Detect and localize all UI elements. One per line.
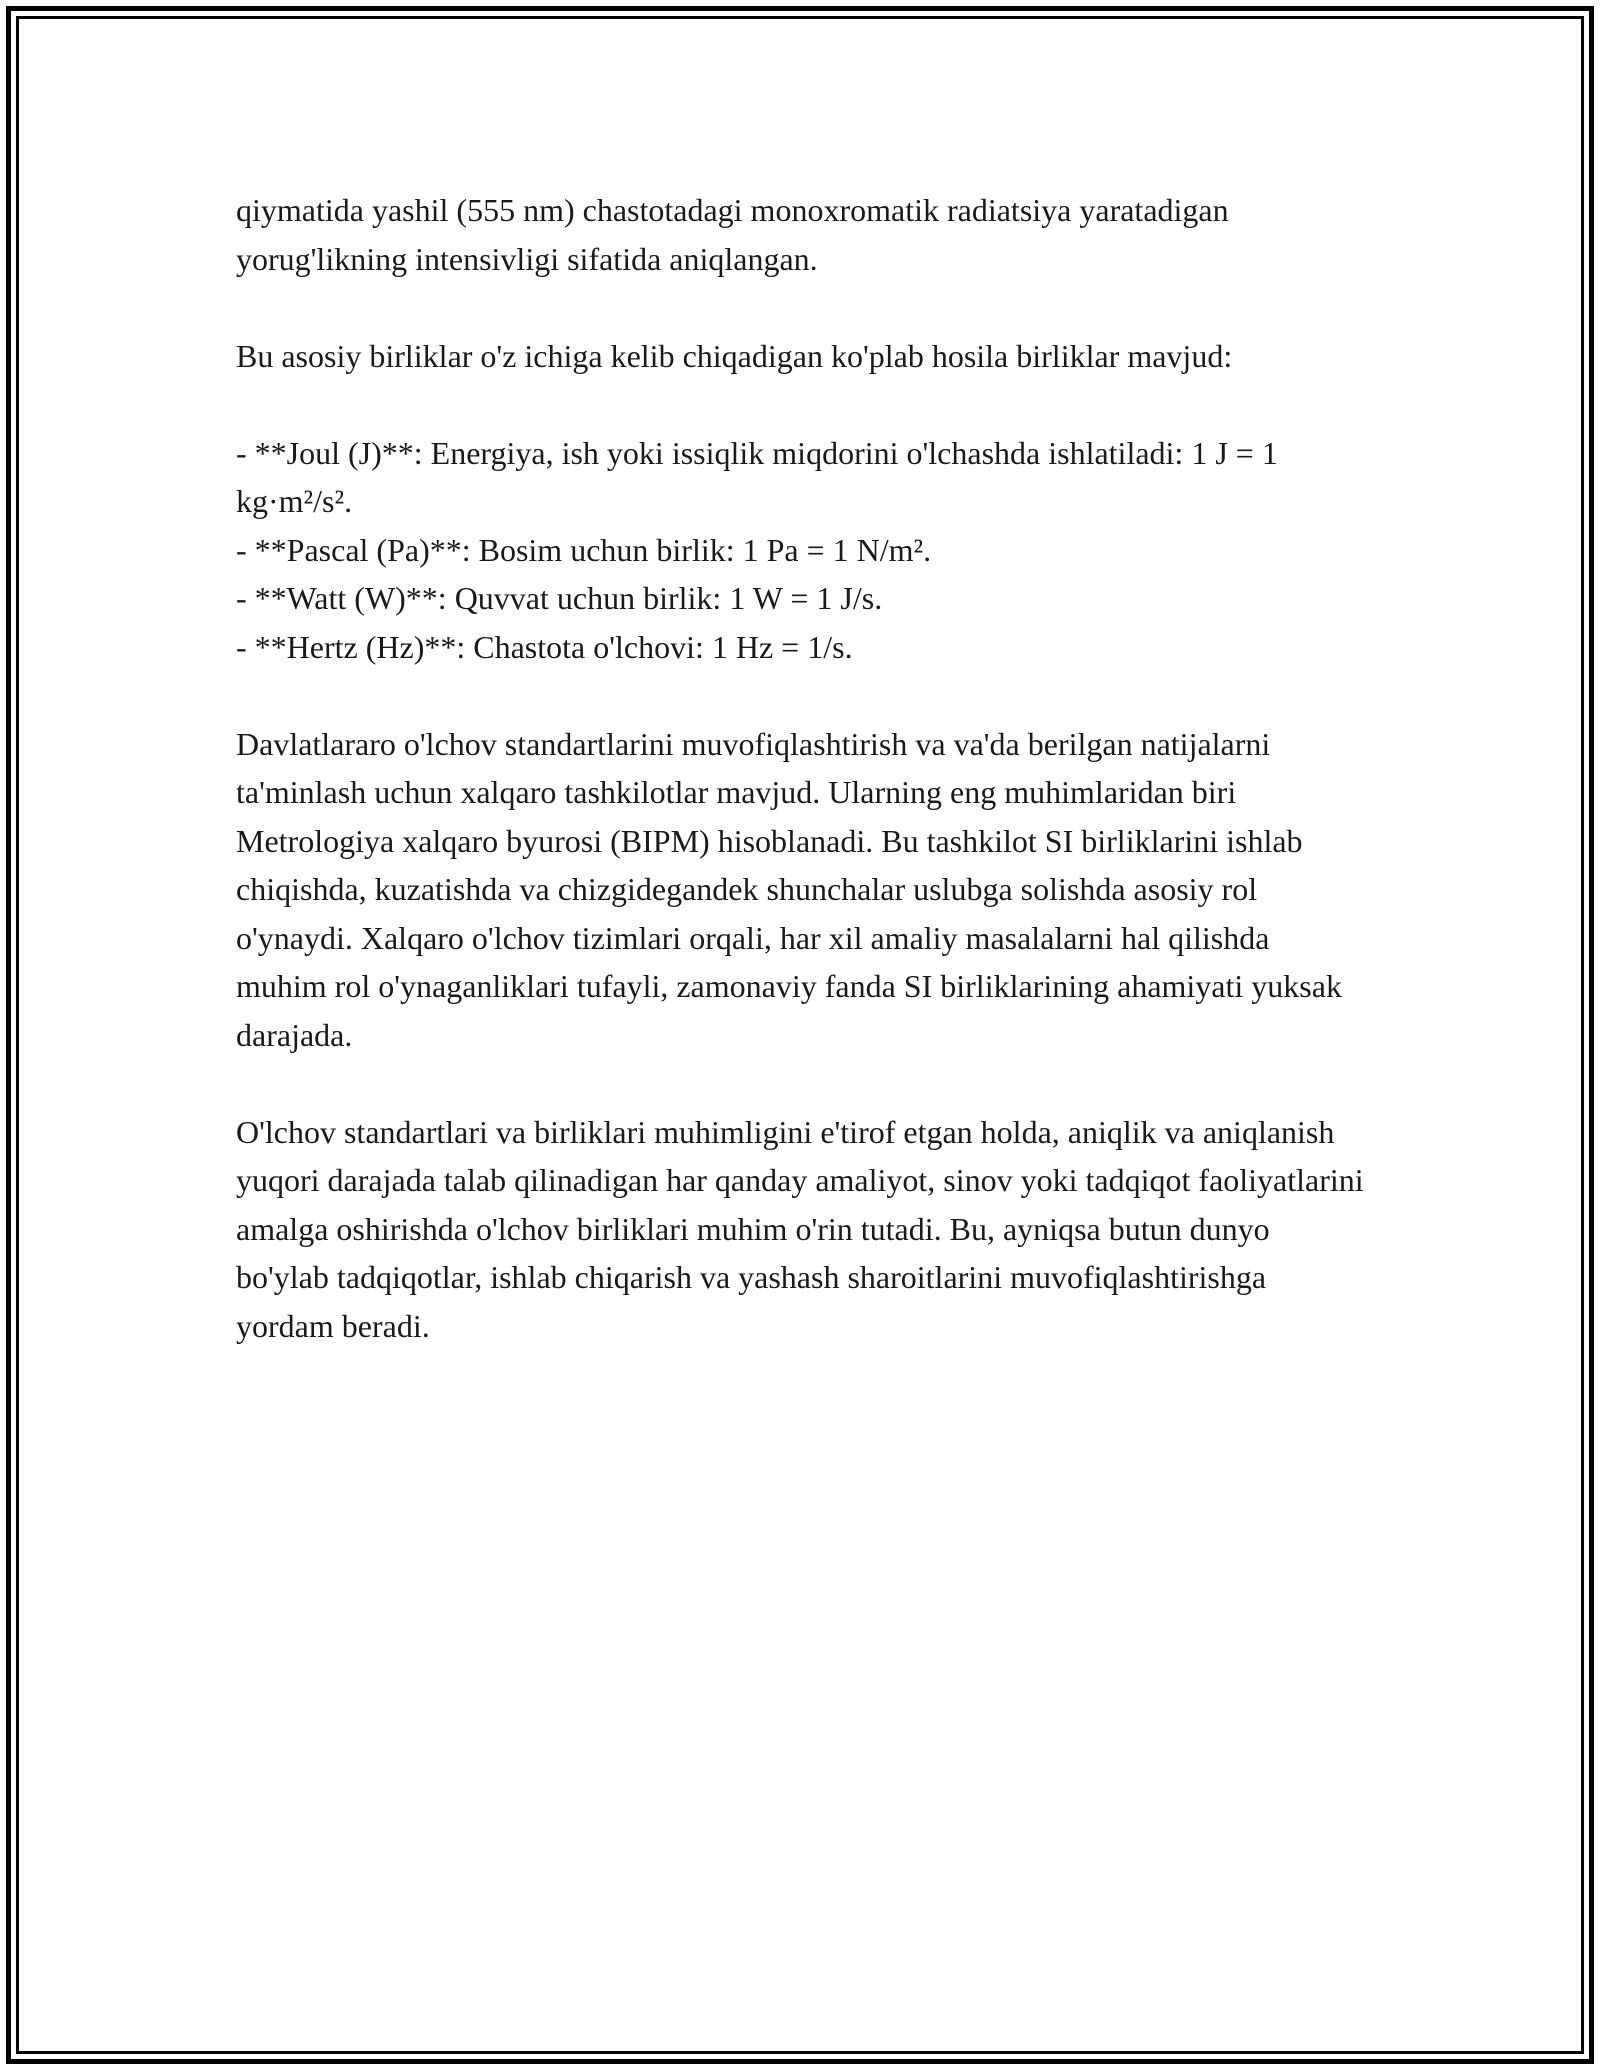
paragraph-measurement-importance: O'lchov standartlari va birliklari muhimligini e'tirof etgan holda, aniqlik va aniqlanish yuqori darajada talab qilinadigan har qanday amaliyot, sinov yoki tadqiqot faoliyatlarini amalga oshirishda o'lchov birliklari muhim o'rin tutadi. Bu, ayniqsa butun dunyo bo'ylab tadqiqotlar, ishlab chiqarish va yashash sharoitlarini muvofiqlashtirishga yordam beradi. [236,1113,1364,1344]
list-item-joule: - **Joul (J)**: Energiya, ish yoki issiqlik miqdorini o'lchashda ishlatiladi: 1 J = 1 kg·m²/s². [236,434,1278,519]
list-item-watt: - **Watt (W)**: Quvvat uchun birlik: 1 W = 1 J/s. [236,580,883,616]
document-body [236,186,1366,1399]
derived-units-list [236,429,1366,672]
paragraph-international-organizations: Davlatlararo o'lchov standartlarini muvofiqlashtirish va va'da berilgan natijalarni ta'minlash uchun xalqaro tashkilotlar mavjud. Ularning eng muhimlaridan biri Metrologiya xalqaro byurosi (BIPM) hisoblanadi. Bu tashkilot SI birliklarini ishlab chiqishda, kuzatishda va chizgidegandek shunchalar uslubga solishda asosiy rol o'ynaydi. Xalqaro o'lchov tizimlari orqali, har xil amaliy masalalarni hal qilishda muhim rol o'ynaganliklari tufayli, zamonaviy fanda SI birliklarining ahamiyati yuksak darajada. [236,725,1342,1053]
paragraph-derived-units-intro: Bu asosiy birliklar o'z ichiga kelib chiqadigan ko'plab hosila birliklar mavjud: [236,337,1233,374]
list-item-pascal: - **Pascal (Pa)**: Bosim uchun birlik: 1 Pa = 1 N/m². [236,531,932,568]
list-item-hertz: - **Hertz (Hz)**: Chastota o'lchovi: 1 Hz = 1/s. [236,628,853,665]
paragraph-intensity-definition: qiymatida yashil (555 nm) chastotadagi monoxromatik radiatsiya yaratadigan yorug'likning intensivligi sifatida aniqlangan. [236,192,1229,277]
